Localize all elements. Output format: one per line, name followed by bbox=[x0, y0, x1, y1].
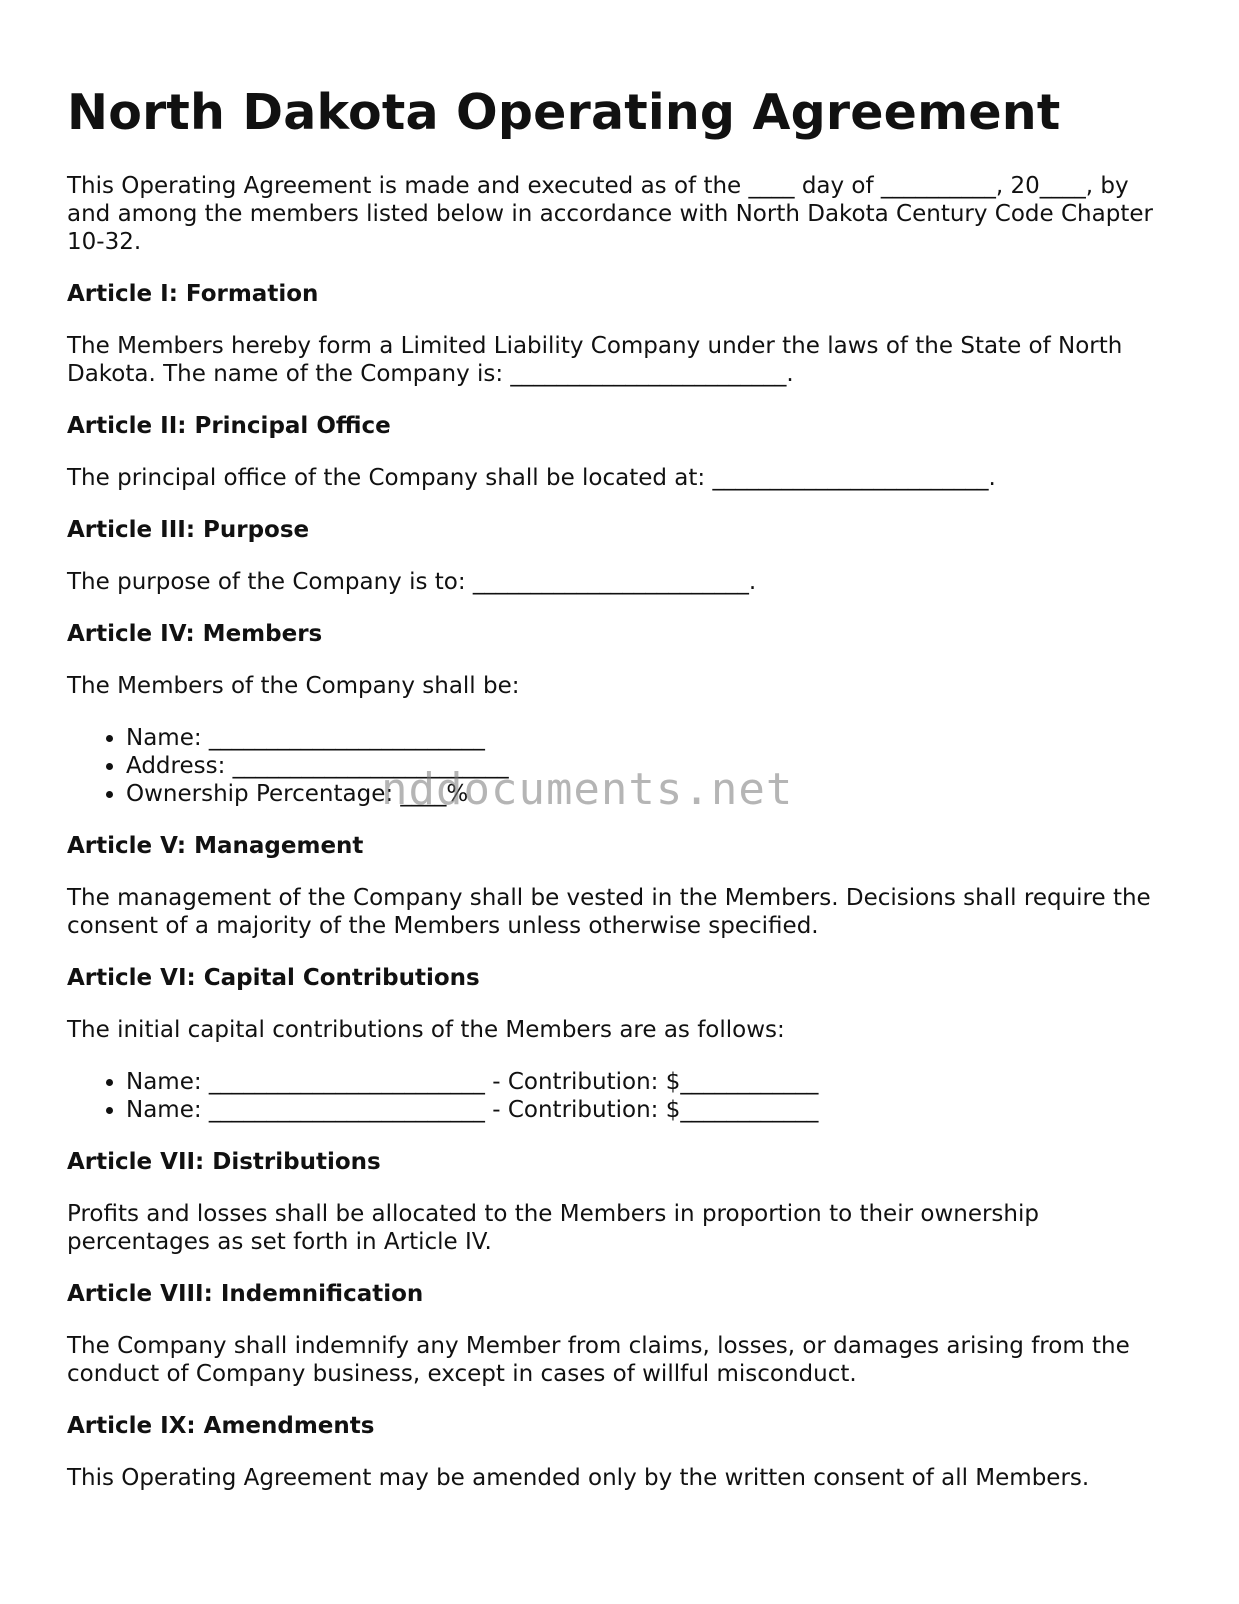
article-5-body: The management of the Company shall be vested in the Members. Decisions shall require the consent of a majority of the Members unless otherwise specified. bbox=[67, 885, 1151, 939]
document-title: North Dakota Operating Agreement bbox=[67, 84, 1061, 141]
watermark: nddocuments.net bbox=[381, 764, 794, 815]
article-9-heading: Article IX: Amendments bbox=[67, 1413, 375, 1439]
list-item: • Name: ________________________ - Contribution: $____________ bbox=[126, 1096, 1177, 1124]
article-2-heading: Article II: Principal Office bbox=[67, 413, 391, 439]
article-1-body: The Members hereby form a Limited Liability Company under the laws of the State of North Dakota. The name of the Company is: ________________________. bbox=[67, 333, 1123, 387]
article-8-heading: Article VIII: Indemnification bbox=[67, 1281, 424, 1307]
article-8-body: The Company shall indemnify any Member from claims, losses, or damages arising from the conduct of Company business, except in cases of willful misconduct. bbox=[67, 1333, 1130, 1387]
article-6-heading: Article VI: Capital Contributions bbox=[67, 965, 480, 991]
article-6-body: The initial capital contributions of the Members are as follows: bbox=[67, 1017, 785, 1043]
article-9-body: This Operating Agreement may be amended only by the written consent of all Members. bbox=[67, 1465, 1090, 1491]
article-5-heading: Article V: Management bbox=[67, 833, 364, 859]
contributions-list bbox=[67, 1068, 1177, 1124]
article-3-body: The purpose of the Company is to: ________________________. bbox=[67, 569, 757, 595]
document-page bbox=[67, 80, 1177, 1516]
article-1-heading: Article I: Formation bbox=[67, 281, 319, 307]
article-4-heading: Article IV: Members bbox=[67, 621, 323, 647]
article-7-heading: Article VII: Distributions bbox=[67, 1149, 381, 1175]
list-item: • Ownership Percentage: ____% bbox=[126, 780, 1177, 808]
article-2-body: The principal office of the Company shall be located at: ________________________. bbox=[67, 465, 996, 491]
members-list bbox=[67, 724, 1177, 808]
list-item: • Address: ________________________ bbox=[126, 752, 1177, 780]
article-3-heading: Article III: Purpose bbox=[67, 517, 310, 543]
article-4-body: The Members of the Company shall be: bbox=[67, 673, 520, 699]
list-item: • Name: ________________________ - Contribution: $____________ bbox=[126, 1068, 1177, 1096]
article-7-body: Profits and losses shall be allocated to the Members in proportion to their ownership percentages as set forth in Article IV. bbox=[67, 1201, 1039, 1255]
list-item: • Name: ________________________ bbox=[126, 724, 1177, 752]
intro-paragraph: This Operating Agreement is made and executed as of the ____ day of __________, 20____, by and among the members listed below in accordance with North Dakota Century Code Chapter 10-32. bbox=[67, 173, 1153, 255]
